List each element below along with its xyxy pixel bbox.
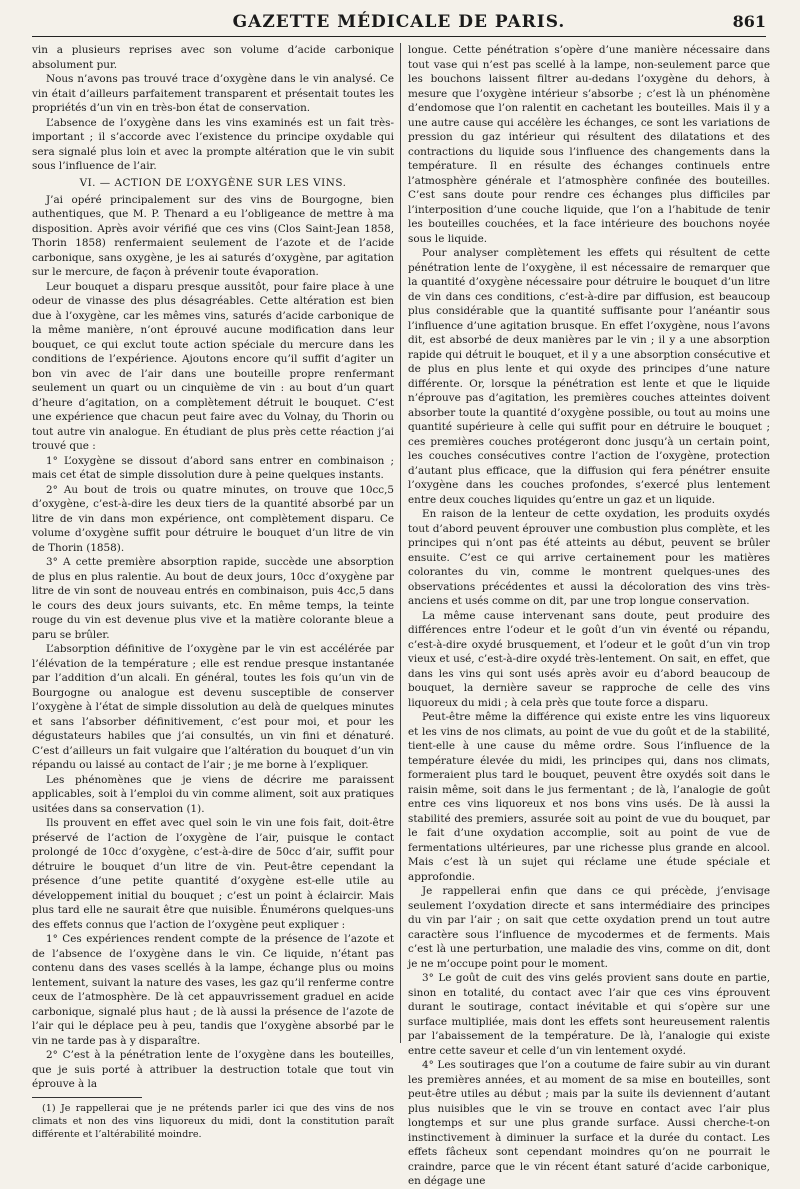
page-number: 861	[732, 12, 766, 31]
paragraph: Ils prouvent en effet avec quel soin le vin une fois fait, doit-être préservé de l’action de l’oxygène de l’air, puisque le contact prolongé de 10cc d’oxygène, c’est-à-dire de 50cc d’air, suffit pour détruire le bouquet d’un litre de vin. Peut-être cependant la présence d’une petite quantité d’oxygène est-elle utile au développement initial du bouquet ; c’est un point à éclaircir. Mais plus tard elle ne saurait être que nuisible. Énumérons quelques-uns des effets connus que l’action de l’oxygène peut expliquer :	[32, 817, 394, 931]
paragraph: 1° Ces expériences rendent compte de la présence de l’azote et de l’absence de l’oxygène dans le vin. Ce liquide, n’étant pas contenu dans des vases scellés à la lampe, échange plus ou moins lentement, suivant la nature des vases, les gaz qu’il renferme contre ceux de l’atmosphère. De là cet appauvrissement graduel en acide carbonique, signalé plus haut ; de là aussi la présence de l’azote de l’air qui le déplace peu à peu, tandis que l’oxygène absorbé par le vin ne tarde pas à y disparaître.	[32, 933, 394, 1047]
paragraph: Je rappellerai enfin que dans ce qui précède, j’envisage seulement l’oxydation directe et sans intermédiaire des principes du vin par l’air ; on sait que cette oxydation prend un tout autre caractère sous l’influence de mycodermes et de ferments. Mais c’est là une perturbation, une maladie des vins, comme on dit, dont je ne m’occupe point pour le moment.	[408, 885, 770, 970]
paragraph: 2° C’est à la pénétration lente de l’oxygène dans les bouteilles, que je suis porté à attribuer la destruction totale que tout vin éprouve à la	[32, 1049, 394, 1090]
column-rule	[400, 43, 401, 1043]
footnote-rule	[32, 1097, 142, 1098]
two-column-body	[32, 43, 770, 1187]
journal-title: GAZETTE MÉDICALE DE PARIS.	[232, 12, 566, 32]
paragraph: 3° Le goût de cuit des vins gelés provient sans doute en partie, sinon en totalité, du contact avec l’air que ces vins éprouvent durant le soutirage, contact inévitable et qui s’opère sur une surface multipliée, mais dont les effets sont heureusement ralentis par l’abaissement de la température. De là, l’analogie qui existe entre cette saveur et celle d’un vin lentement oxydé.	[408, 972, 770, 1057]
section-heading-text: VI. — ACTION DE L’OXYGÈNE SUR LES VINS.	[79, 176, 347, 189]
paragraph: vin a plusieurs reprises avec son volume d’acide carbonique absolument pur.	[32, 44, 394, 71]
paragraph: 1° L’oxygène se dissout d’abord sans entrer en combinaison ; mais cet état de simple dissolution dure à peine quelques instants.	[32, 454, 394, 481]
paragraph: La même cause intervenant sans doute, peut produire des différences entre l’odeur et le goût d’un vin éventé ou répandu, c’est-à-dire oxydé brusquement, et l’odeur et le goût d’un vin trop vieux et usé, c’est-à-dire oxydé très-lentement. On sait, en effet, que dans les vins qui sont usés après avoir eu d’abord beaucoup de bouquet, la dernière saveur se rapproche de celle des vins liquoreux du midi ; à cela près que toute force a disparu.	[408, 609, 770, 709]
paragraph: Peut-être même la différence qui existe entre les vins liquoreux et les vins de nos climats, au point de vue du goût et de la stabilité, tient-elle à une cause du même ordre. Sous l’influence de la température élevée du midi, les principes qui, dans nos climats, formeraient plus tard le bouquet, peuvent être oxydés soit dans le raisin même, soit dans le jus fermentant ; de là, l’analogie de goût entre ces vins liquoreux et nos bons vins usés. De là aussi la stabilité des premiers, assurée soit au point de vue du bouquet, par le fait d’une oxydation accomplie, soit au point de vue de fermentations ultérieures, par une richesse plus grande en alcool. Mais c’est là un sujet qui réclame une étude spéciale et approfondie.	[408, 711, 770, 883]
paragraph: Les phénomènes que je viens de décrire me paraissent applicables, soit à l’emploi du vin comme aliment, soit aux pratiques usitées dans sa conservation (1).	[32, 773, 394, 815]
left-column	[32, 43, 394, 1140]
paragraph: J’ai opéré principalement sur des vins de Bourgogne, bien authentiques, que M. P. Thenard a eu l’obligeance de mettre à ma disposition. Après avoir vérifié que ces vins (Clos Saint-Jean 1858, Thorin 1858) renfermaient seulement de l’azote et de l’acide carbonique, sans oxygène, je les ai saturés d’oxygène, par agitation sur le mercure, de façon à prévenir toute évaporation.	[32, 193, 394, 278]
paragraph: 4° Les soutirages que l’on a coutume de faire subir au vin durant les premières années, et au moment de sa mise en bouteilles, sont peut-être utiles au début ; mais par la suite ils deviennent d’autant plus nuisibles que le vin se trouve en contact avec l’air plus longtemps et sur une plus grande surface. Aussi cherche-t-on instinctivement à diminuer la surface et la durée du contact. Les effets fâcheux sont cependant moindres qu’on ne pourrait le craindre, parce que le vin récent étant saturé d’acide carbonique, en dégage une	[408, 1059, 770, 1187]
paragraph: Nous n’avons pas trouvé trace d’oxygène dans le vin analysé. Ce vin était d’ailleurs parfaitement transparent et présentait toutes les propriétés d’un vin en très-bon état de conservation.	[32, 73, 394, 114]
paragraph: L’absence de l’oxygène dans les vins examinés est un fait très-important ; il s’accorde avec l’existence du principe oxydable qui sera signalé plus loin et avec la prompte altération que le vin subit sous l’influence de l’air.	[32, 116, 394, 172]
section-heading	[32, 176, 394, 191]
right-column	[408, 43, 770, 1187]
paragraph: longue. Cette pénétration s’opère d’une manière nécessaire dans tout vase qui n’est pas scellé à la lampe, non-seulement parce que les bouchons laissent filtrer au-dedans l’oxygène du dehors, à mesure que l’oxygène intérieur s’absorbe ; c’est là un phénomène d’endomose que l’on ralentit en cachetant les bouteilles. Mais il y a une autre cause qui accélère les échanges, ce sont les variations de pression du gaz intérieur qui résultent des dilatations et des contractions du liquide sous l’influence des changements dans la température. Il en résulte des échanges continuels entre l’atmosphère générale et l’atmosphère confinée des bouteilles. C’est sans doute pour rendre ces échanges plus difficiles par l’interposition d’une couche liquide, que l’on a l’habitude de tenir les bouteilles couchées, et la face intérieure des bouchons noyée sous le liquide.	[408, 44, 770, 245]
paragraph: En raison de la lenteur de cette oxydation, les produits oxydés tout d’abord peuvent éprouver une combustion plus complète, et les principes qui n’ont pas été atteints au début, peuvent se brûler ensuite. C’est ce qui arrive certainement pour les matières colorantes du vin, comme le montrent quelques-unes des observations précédentes et aussi la décoloration des vins très-anciens et usés comme on dit, par une trop longue conservation.	[408, 508, 770, 607]
paragraph: 2° Au bout de trois ou quatre minutes, on trouve que 10cc,5 d’oxygène, c’est-à-dire les deux tiers de la quantité absorbé par un litre de vin dans mon expérience, ont complètement disparu. Ce volume d’oxygène suffit pour détruire le bouquet d’un litre de vin de Thorin (1858).	[32, 483, 394, 554]
footnote: (1) Je rappellerai que je ne prétends parler ici que des vins de nos climats et non des vins liquoreux du midi, dont la constitution paraît différente et l’altérabilité moindre.	[32, 1102, 394, 1140]
paragraph: 3° A cette première absorption rapide, succède une absorption de plus en plus ralentie. Au bout de deux jours, 10cc d’oxygène par litre de vin sont de nouveau entrés en combinaison, puis 4cc,5 dans le cours des deux jours suivants, etc. En même temps, la teinte rouge du vin est devenue plus vive et la matière colorante bleue a paru se brûler.	[32, 556, 394, 641]
paragraph: L’absorption définitive de l’oxygène par le vin est accélérée par l’élévation de la température ; elle est rendue presque instantanée par l’addition d’un alcali. En général, toutes les fois qu’un vin de Bourgogne ou analogue est devenu susceptible de conserver l’oxygène à l’état de simple dissolution au delà de quelques minutes et sans l’absorber définitivement, c’est pour moi, et pour les dégustateurs habiles que j’ai consultés, un vin fini et dénaturé. C’est d’ailleurs un fait vulgaire que l’altération du bouquet d’un vin répandu ou laissé au contact de l’air ; je me borne à l’expliquer.	[32, 643, 394, 771]
paragraph: Leur bouquet a disparu presque aussitôt, pour faire place à une odeur de vinasse des plus désagréables. Cette altération est bien due à l’oxygène, car les mêmes vins, saturés d’acide carbonique de la même manière, n’ont éprouvé aucune modification dans leur bouquet, ce qui exclut toute action spéciale du mercure dans les conditions de l’expérience. Ajoutons encore qu’il suffit d’agiter un bon vin avec de l’air dans une bouteille propre renfermant seulement un quart ou un cinquième de vin : au bout d’un quart d’heure d’agitation, on a complètement détruit le bouquet. C’est une expérience que chacun peut faire avec du Volnay, du Thorin ou tout autre vin analogue. En étudiant de plus près cette réaction j’ai trouvé que :	[32, 280, 394, 452]
running-header	[32, 8, 766, 37]
paragraph: Pour analyser complètement les effets qui résultent de cette pénétration lente de l’oxygène, il est nécessaire de remarquer que la quantité d’oxygène nécessaire pour détruire le bouquet d’un litre de vin dans ces conditions, c’est-à-dire par diffusion, est beaucoup plus considérable que la quantité suffisante pour l’anéantir sous l’influence d’une agitation brusque. En effet l’oxygène, nous l’avons dit, est absorbé de deux manières par le vin ; il y a une absorption rapide qui détruit le bouquet, et il y a une absorption consécutive et de plus en plus lente et qui oxyde des principes d’une nature différente. Or, lorsque la pénétration est lente et que le liquide n’éprouve pas d’agitation, les premières couches atteintes doivent absorber toute la quantité d’oxygène possible, ou tout au moins une quantité supérieure à celle qui suffit pour en détruire le bouquet ; ces premières couches protégeront donc jusqu’à un certain point, les couches consécutives contre l’action de l’oxygène, protection d’autant plus efficace, que la diffusion qui fera pénétrer ensuite l’oxygène dans les couches profondes, s’exercé plus lentement entre deux couches liquides qu’entre un gaz et un liquide.	[408, 247, 770, 506]
